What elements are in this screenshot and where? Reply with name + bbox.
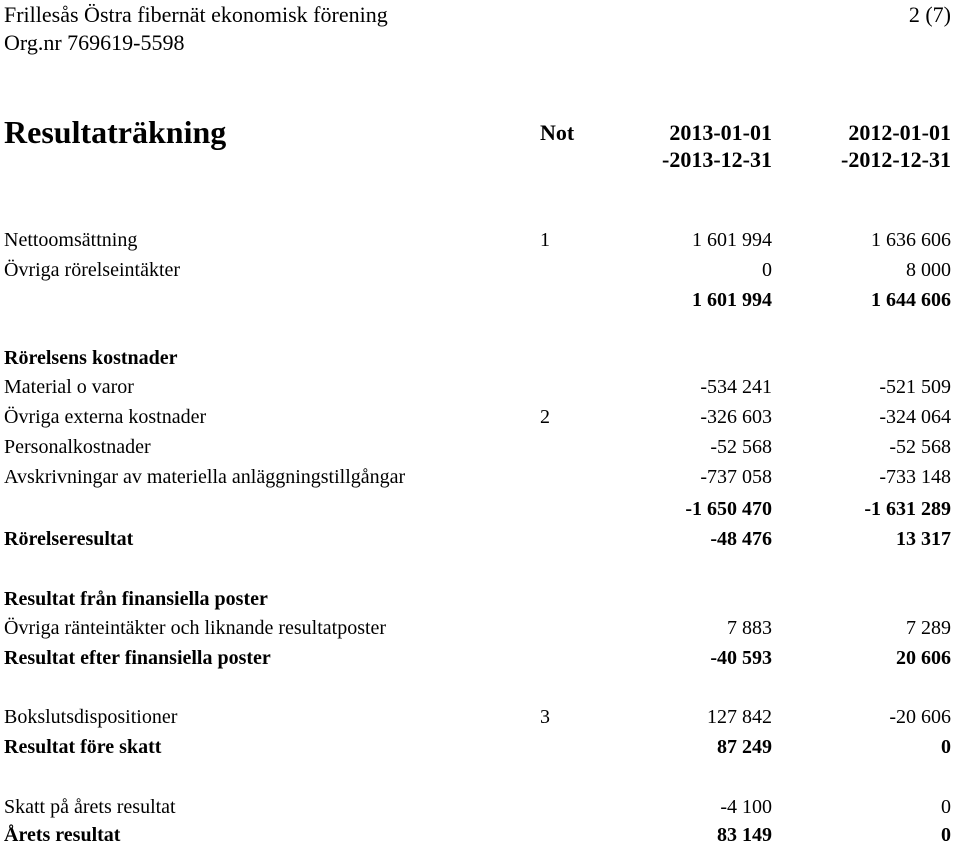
organization-name: Frillesås Östra fibernät ekonomisk förening [4, 2, 388, 27]
row-current-value: 83 149 [717, 824, 772, 846]
row-label: Nettoomsättning [4, 229, 138, 251]
row-current-value: -48 476 [710, 528, 772, 550]
row-prior-value: -324 064 [879, 406, 951, 428]
row-current-value: 7 883 [727, 617, 772, 639]
subtotal-prior-value: 1 644 606 [871, 289, 951, 311]
row-prior-value: 0 [941, 824, 951, 846]
row-prior-value: 1 636 606 [871, 229, 951, 251]
row-label: Övriga rörelseintäkter [4, 259, 181, 281]
row-current-value: -326 603 [700, 406, 772, 428]
column-header-note: Not [540, 120, 575, 145]
row-current-value: 127 842 [707, 706, 772, 728]
row-current-value: -534 241 [700, 376, 772, 398]
column-header-current-to: -2013-12-31 [662, 147, 772, 172]
row-current-value: 1 601 994 [692, 229, 772, 251]
subtotal-current-value: -1 650 470 [685, 498, 772, 520]
row-label: Material o varor [4, 376, 134, 398]
row-prior-value: 0 [941, 736, 951, 758]
subtotal-current-value: 1 601 994 [692, 289, 772, 311]
row-current-value: -52 568 [710, 436, 772, 458]
row-label: Rörelseresultat [4, 528, 134, 550]
row-prior-value: 13 317 [896, 528, 951, 550]
column-header-current-from: 2013-01-01 [669, 120, 772, 145]
section-heading: Rörelsens kostnader [4, 347, 178, 369]
row-label: Avskrivningar av materiella anläggningstillgångar [4, 466, 406, 488]
row-prior-value: -733 148 [879, 466, 951, 488]
row-label: Bokslutsdispositioner [4, 706, 178, 728]
organization-number: Org.nr 769619-5598 [4, 30, 185, 55]
column-header-prior-from: 2012-01-01 [848, 120, 951, 145]
row-current-value: -737 058 [700, 466, 772, 488]
row-note: 2 [540, 406, 550, 428]
row-prior-value: 8 000 [906, 259, 951, 281]
row-prior-value: 0 [941, 796, 951, 818]
row-label: Resultat före skatt [4, 736, 162, 758]
row-prior-value: -521 509 [879, 376, 951, 398]
row-current-value: -4 100 [720, 796, 772, 818]
row-label: Skatt på årets resultat [4, 796, 176, 818]
row-label: Övriga ränteintäkter och liknande resultatposter [4, 617, 387, 639]
row-current-value: -40 593 [710, 647, 772, 669]
row-note: 1 [540, 229, 550, 251]
row-current-value: 87 249 [717, 736, 772, 758]
row-label: Personalkostnader [4, 436, 151, 458]
column-header-prior-to: -2012-12-31 [841, 147, 951, 172]
page-title: Resultaträkning [4, 114, 227, 150]
row-prior-value: 7 289 [906, 617, 951, 639]
row-label: Resultat efter finansiella poster [4, 647, 271, 669]
page-number: 2 (7) [908, 2, 951, 27]
section-heading: Resultat från finansiella poster [4, 588, 268, 610]
row-prior-value: -20 606 [889, 706, 951, 728]
row-prior-value: -52 568 [889, 436, 951, 458]
row-prior-value: 20 606 [896, 647, 951, 669]
subtotal-prior-value: -1 631 289 [864, 498, 951, 520]
row-note: 3 [540, 706, 550, 728]
row-current-value: 0 [762, 259, 772, 281]
row-label: Årets resultat [4, 824, 121, 846]
row-label: Övriga externa kostnader [4, 406, 207, 428]
